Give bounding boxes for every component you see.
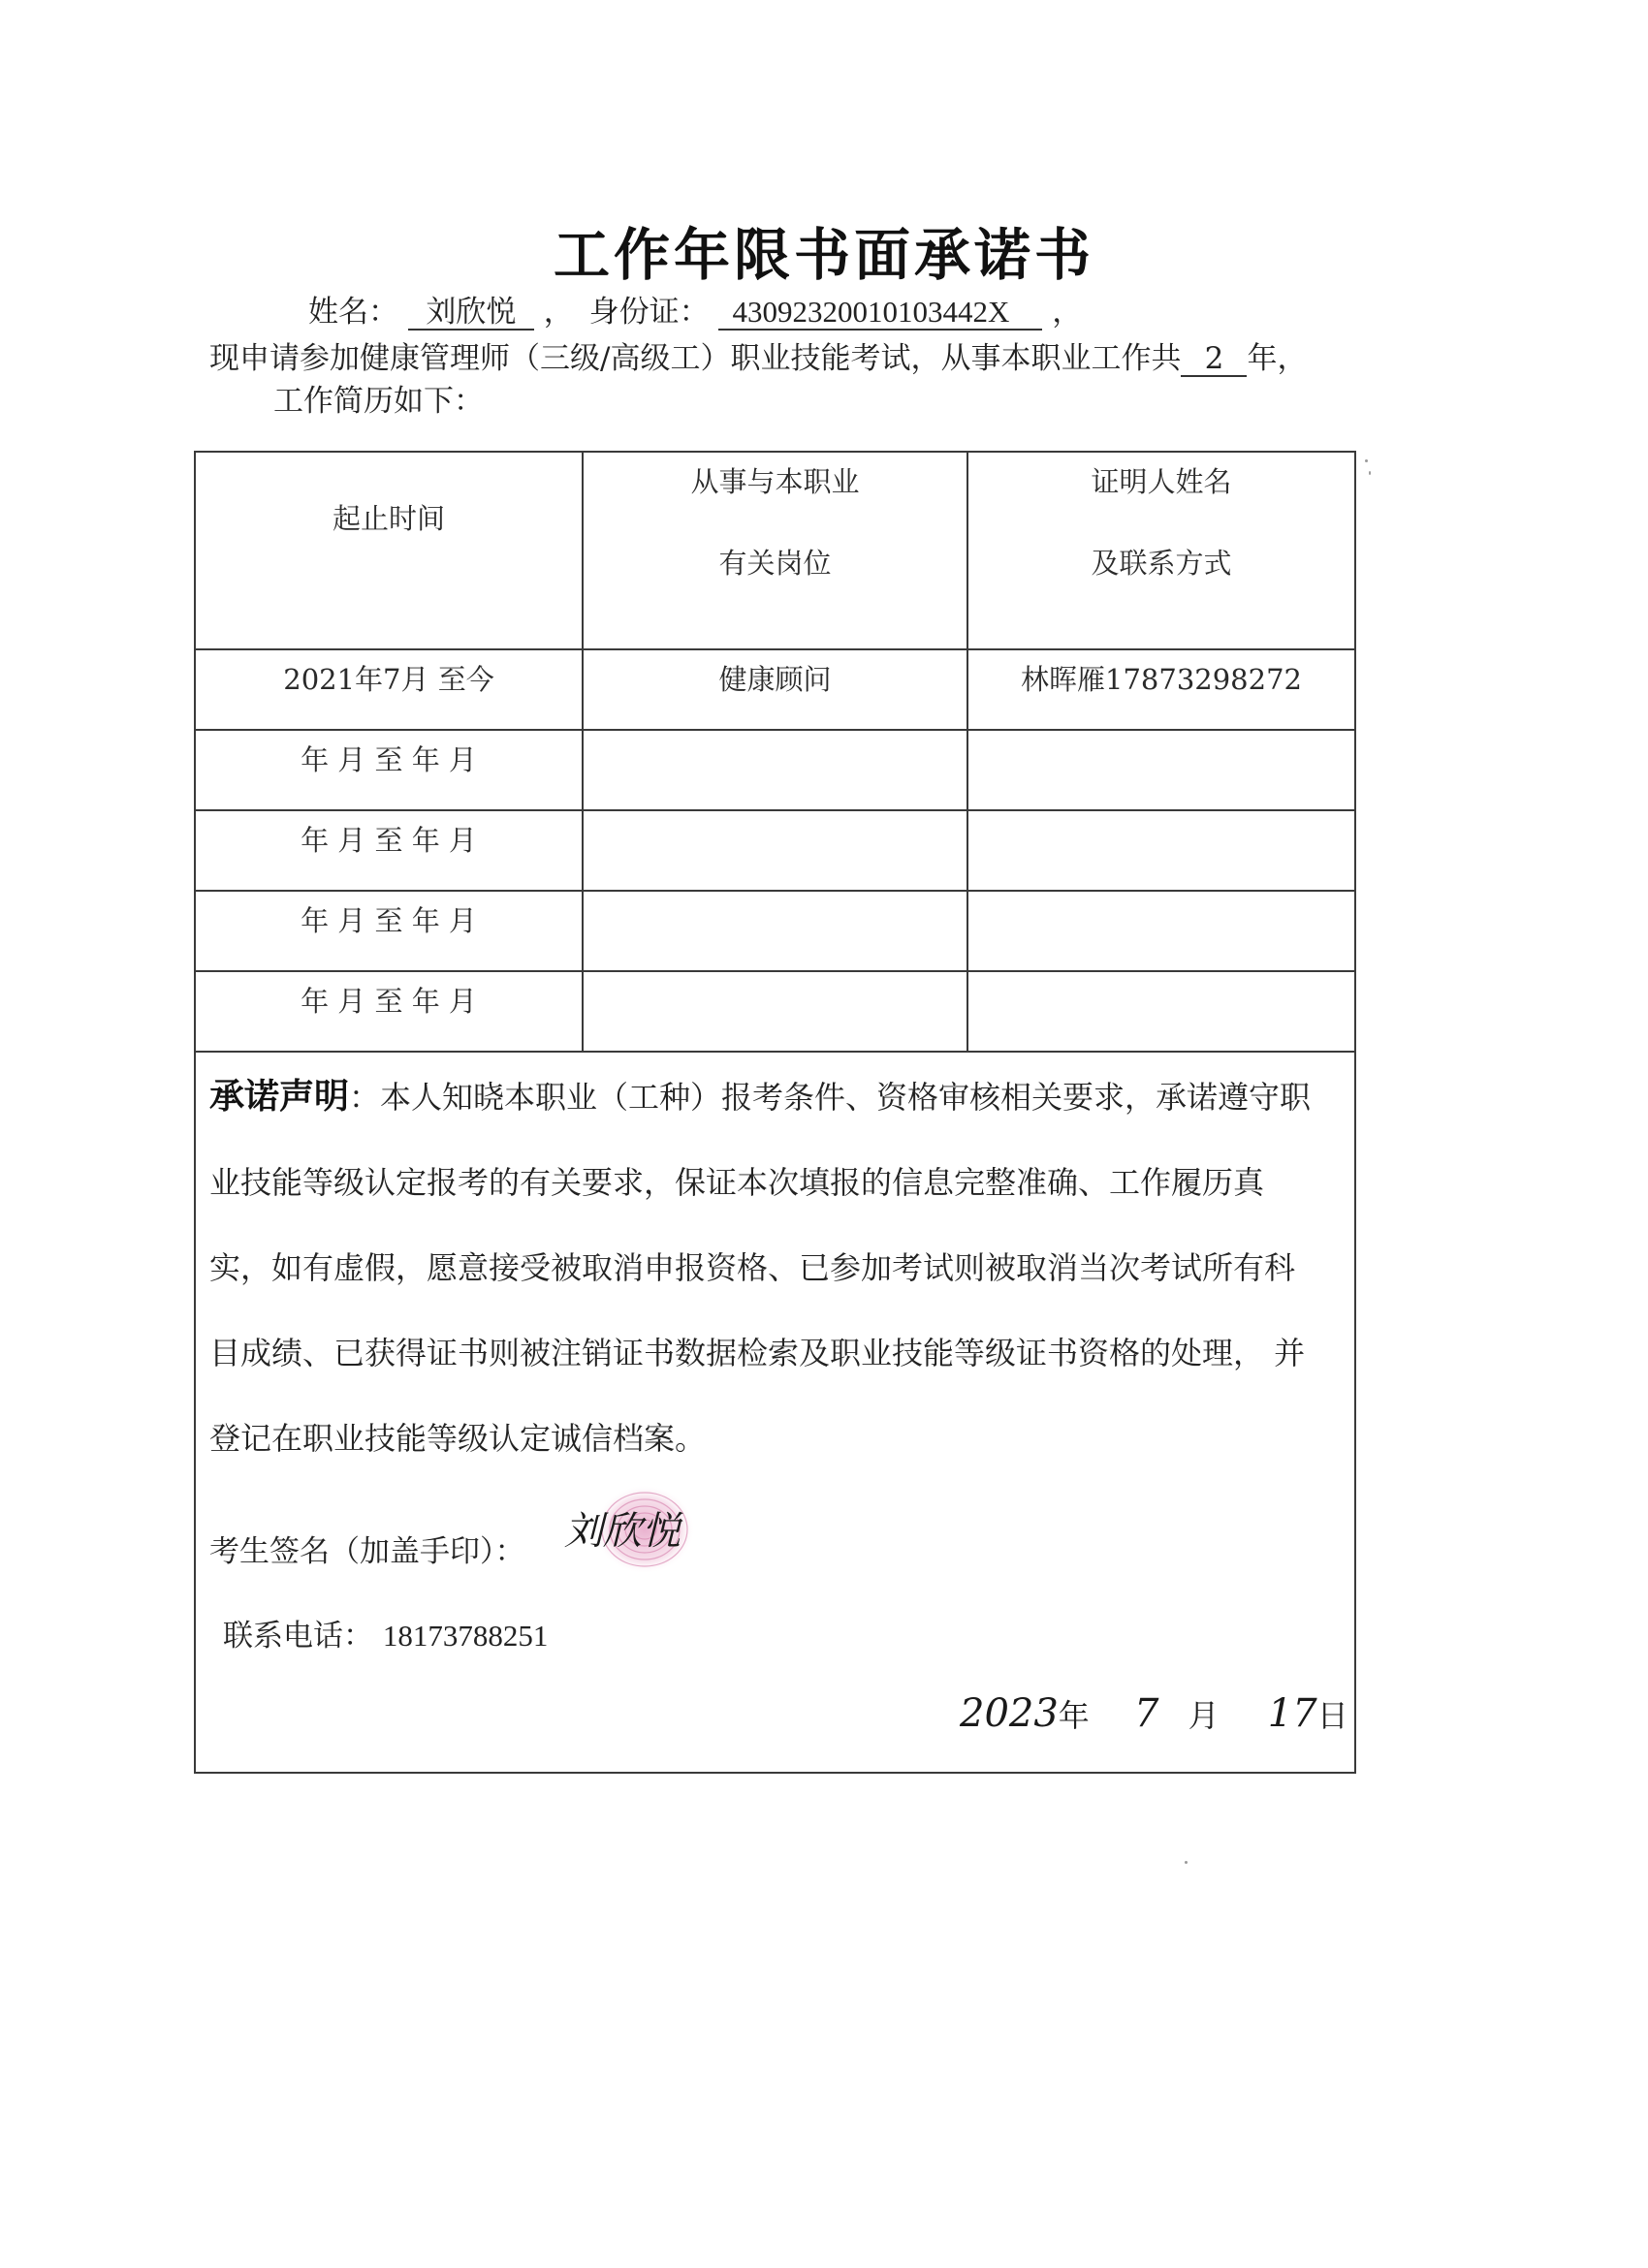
header-position — [583, 452, 967, 649]
header-witness — [967, 452, 1355, 649]
header-witness-line2: 及联系方式 — [1091, 547, 1232, 580]
years-unit: 年， — [1247, 341, 1308, 376]
phone-number: 18173788251 — [382, 1619, 549, 1653]
separator: ， — [1052, 295, 1083, 330]
position-cell — [583, 810, 967, 891]
header-position-line2: 有关岗位 — [718, 547, 832, 580]
period-cell: 2021年7月 至今 — [195, 649, 583, 730]
date-month: 7 — [1133, 1691, 1159, 1736]
signature-label: 考生签名（加盖手印）： — [209, 1534, 525, 1569]
position-cell — [583, 730, 967, 810]
header-period-label: 起止时间 — [332, 502, 445, 535]
table-row — [195, 730, 1355, 810]
witness-cell — [967, 891, 1355, 971]
period-cell: 年 月 至 年 月 — [195, 730, 583, 810]
date-year: 2023 — [960, 1691, 1059, 1736]
separator: ， — [543, 295, 574, 330]
scan-speck — [1369, 471, 1371, 475]
declaration-lead: 承诺声明 — [209, 1077, 350, 1117]
witness-cell — [967, 971, 1355, 1052]
contact-line — [223, 1611, 548, 1654]
position-cell — [583, 891, 967, 971]
witness-cell — [967, 810, 1355, 891]
table-row — [195, 810, 1355, 891]
application-line — [209, 333, 1307, 377]
position-cell: 健康顾问 — [583, 649, 967, 730]
period-cell: 年 月 至 年 月 — [195, 810, 583, 891]
name-label: 姓名： — [308, 295, 398, 330]
name-value: 刘欣悦 — [408, 296, 534, 331]
table-row — [195, 649, 1355, 730]
scan-speck — [1365, 459, 1368, 462]
id-number: 43092320010103442X — [718, 296, 1042, 331]
period-cell: 年 月 至 年 月 — [195, 891, 583, 971]
date-line — [960, 1691, 1348, 1736]
application-text: 现申请参加健康管理师（三级/高级工）职业技能考试，从事本职业工作共 — [209, 341, 1182, 376]
phone-label: 联系电话： — [223, 1619, 373, 1654]
table-row — [195, 891, 1355, 971]
date-day: 17 — [1267, 1691, 1317, 1736]
header-period — [195, 452, 583, 649]
witness-cell — [967, 730, 1355, 810]
work-history-table — [194, 451, 1356, 1053]
scan-speck — [1185, 1861, 1188, 1864]
table-row — [195, 971, 1355, 1052]
period-cell: 年 月 至 年 月 — [195, 971, 583, 1052]
handwritten-signature: 刘欣悦 — [564, 1509, 681, 1554]
date-day-unit: 日 — [1316, 1697, 1348, 1734]
declaration-text — [209, 1055, 1315, 1481]
position-cell — [583, 971, 967, 1052]
id-label: 身份证： — [588, 295, 710, 330]
table-header-row — [195, 452, 1355, 649]
years-value: 2 — [1181, 342, 1247, 377]
resume-intro: 工作简历如下： — [273, 384, 484, 419]
date-month-unit: 月 — [1188, 1697, 1220, 1734]
header-position-line1: 从事与本职业 — [690, 465, 860, 498]
name-id-line — [308, 287, 1082, 331]
declaration-body: ：本人知晓本职业（工种）报考条件、资格审核相关要求，承诺遵守职业技能等级认定报考的有关要求，保证本次填报的信息完整准确、工作履历真实，如有虚假，愿意接受被取消申报资格、已参加考试则被取消当次考试所有科目成绩、已获得证书则被注销证书数据检索及职业技能等级证书资格的处理， 并登记在职业技能等级认定诚信档案。 — [209, 1079, 1312, 1457]
date-year-unit: 年 — [1058, 1697, 1090, 1734]
witness-cell: 林晖雁17873298272 — [967, 649, 1355, 730]
document-title: 工作年限书面承诺书 — [553, 222, 1094, 288]
header-witness-line1: 证明人姓名 — [1091, 465, 1232, 498]
signature-area — [562, 1481, 727, 1588]
